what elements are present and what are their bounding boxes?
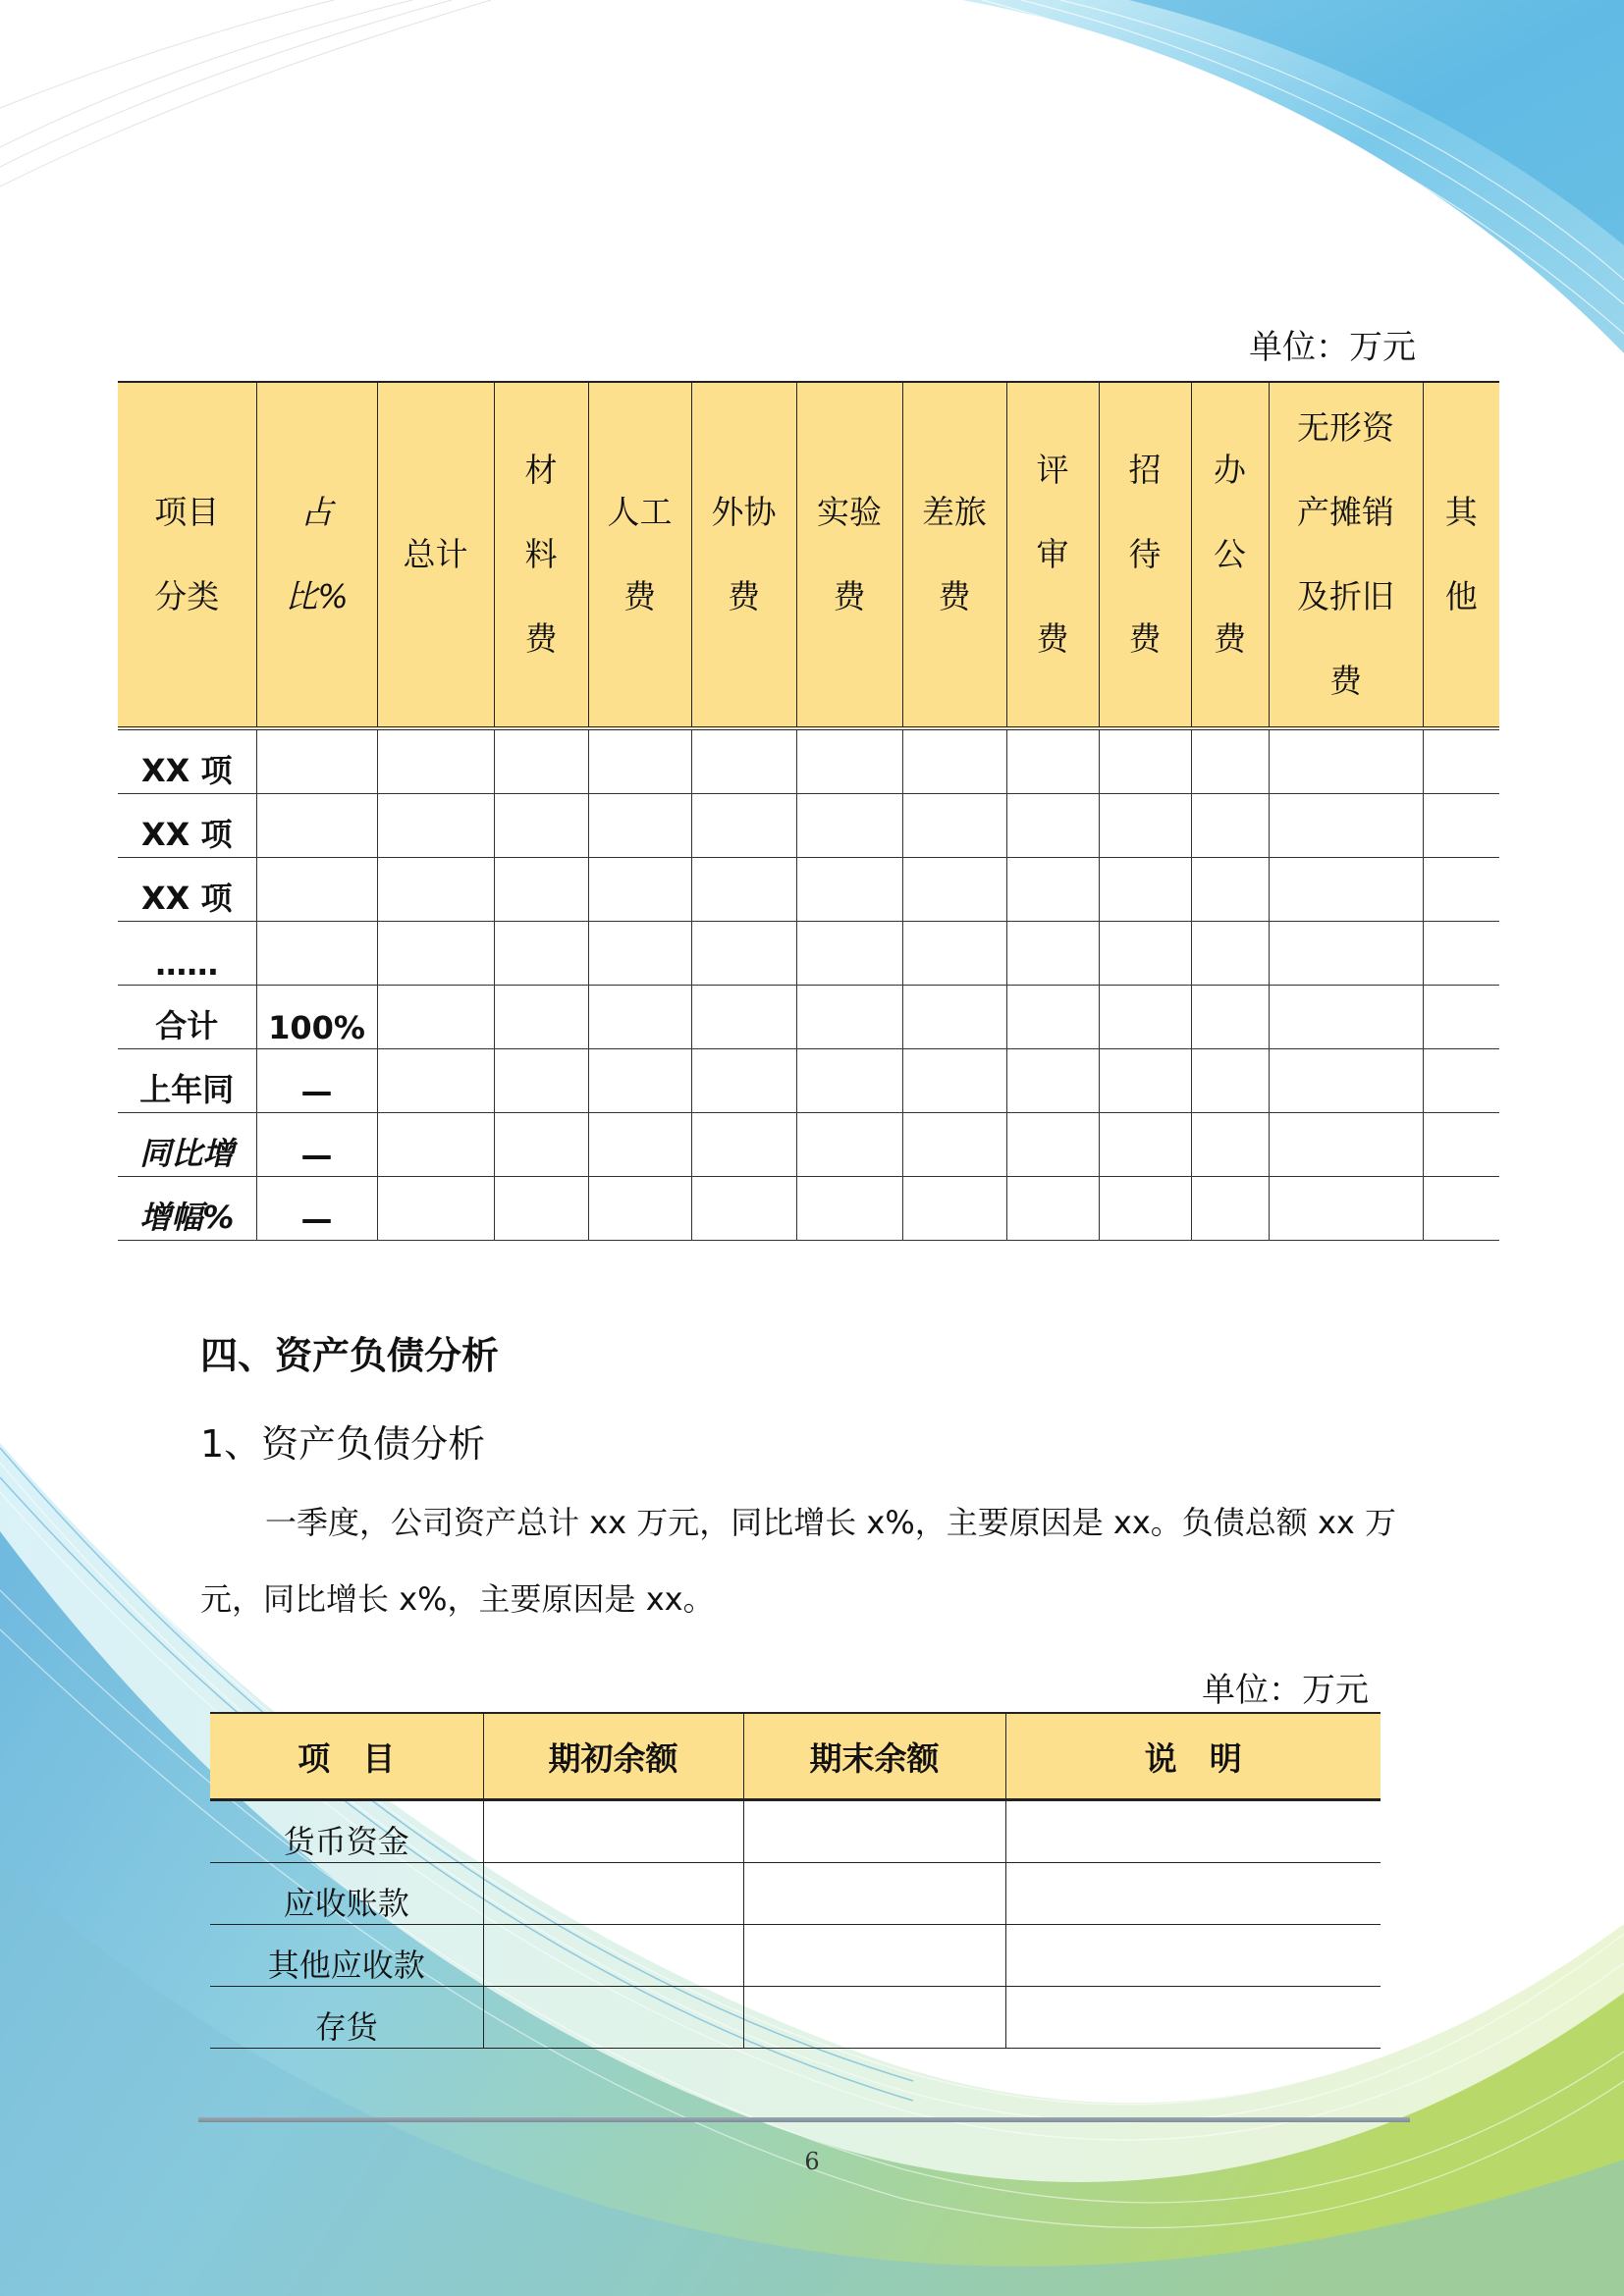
value-cell xyxy=(691,858,796,922)
header-line: 料 xyxy=(524,535,558,573)
value-cell xyxy=(691,922,796,986)
value-cell xyxy=(588,1177,691,1241)
header-line: 费 xyxy=(1329,662,1362,700)
table-row xyxy=(118,794,1499,858)
row-label: …… xyxy=(118,922,256,986)
value-cell xyxy=(902,922,1006,986)
expense-col-header xyxy=(118,382,256,728)
row-label: 其他应收款 xyxy=(210,1925,483,1987)
expense-col-header xyxy=(1006,382,1099,728)
header-line: 产摊销 xyxy=(1297,493,1394,531)
value-cell xyxy=(691,794,796,858)
value-cell xyxy=(691,1177,796,1241)
value-cell xyxy=(1006,1113,1099,1177)
value-cell xyxy=(483,1925,743,1987)
value-cell xyxy=(796,986,902,1049)
header-line: 总计 xyxy=(403,535,468,573)
value-cell xyxy=(1269,794,1423,858)
value-cell xyxy=(1269,986,1423,1049)
table-row xyxy=(118,1113,1499,1177)
value-cell xyxy=(588,986,691,1049)
table-row xyxy=(210,1987,1380,2049)
header-line: 费 xyxy=(728,577,760,615)
header-line: 差旅 xyxy=(922,493,987,531)
value-cell xyxy=(1191,986,1269,1049)
share-cell: — xyxy=(256,1049,377,1113)
share-cell: — xyxy=(256,1113,377,1177)
value-cell xyxy=(377,728,494,794)
header-line: 材 xyxy=(524,451,558,489)
balance-table xyxy=(210,1712,1380,2049)
header-line: 办 xyxy=(1214,451,1246,489)
row-label: 应收账款 xyxy=(210,1863,483,1925)
value-cell xyxy=(1099,1113,1191,1177)
value-cell xyxy=(1423,1177,1499,1241)
header-line: 他 xyxy=(1444,577,1478,615)
header-line: 比% xyxy=(285,577,349,615)
value-cell xyxy=(377,986,494,1049)
header-line: 人工 xyxy=(607,493,673,531)
value-cell xyxy=(494,1113,588,1177)
balance-col-header: 期初余额 xyxy=(483,1713,743,1800)
value-cell xyxy=(494,1177,588,1241)
header-line: 费 xyxy=(938,577,971,615)
share-cell xyxy=(256,922,377,986)
table-row xyxy=(210,1800,1380,1863)
header-line: 无形资 xyxy=(1297,408,1394,447)
row-label: 同比增 xyxy=(118,1113,256,1177)
value-cell xyxy=(494,986,588,1049)
value-cell xyxy=(1269,858,1423,922)
value-cell xyxy=(1005,1987,1380,2049)
header-line: 外协 xyxy=(711,493,777,531)
value-cell xyxy=(796,922,902,986)
value-cell xyxy=(588,794,691,858)
value-cell xyxy=(1269,1177,1423,1241)
header-line: 费 xyxy=(524,619,558,658)
header-line: 费 xyxy=(1036,619,1069,658)
header-line: 费 xyxy=(833,577,866,615)
header-line: 占 xyxy=(300,493,333,531)
table-row xyxy=(118,858,1499,922)
value-cell xyxy=(796,1049,902,1113)
value-cell xyxy=(1099,1177,1191,1241)
balance-col-header: 说 明 xyxy=(1005,1713,1380,1800)
unit-label: 单位：万元 xyxy=(1202,1671,1369,1710)
value-cell xyxy=(1099,858,1191,922)
row-label: 存货 xyxy=(210,1987,483,2049)
value-cell xyxy=(1191,794,1269,858)
table-row xyxy=(118,728,1499,794)
value-cell xyxy=(377,794,494,858)
header-line: 费 xyxy=(1128,619,1162,658)
value-cell xyxy=(902,728,1006,794)
value-cell xyxy=(743,1800,1005,1863)
value-cell xyxy=(1269,1049,1423,1113)
table-row xyxy=(210,1925,1380,1987)
value-cell xyxy=(377,1049,494,1113)
footer-divider xyxy=(198,2117,1410,2122)
header-line: 实验 xyxy=(817,493,882,531)
expense-col-header xyxy=(1099,382,1191,728)
value-cell xyxy=(1423,794,1499,858)
value-cell xyxy=(1423,1113,1499,1177)
expense-col-header xyxy=(1191,382,1269,728)
balance-table-header-row xyxy=(210,1713,1380,1800)
value-cell xyxy=(691,986,796,1049)
share-cell xyxy=(256,794,377,858)
value-cell xyxy=(494,922,588,986)
value-cell xyxy=(377,922,494,986)
value-cell xyxy=(902,1113,1006,1177)
value-cell xyxy=(1006,986,1099,1049)
subsection-title: 1、资产负债分析 xyxy=(200,1422,486,1466)
table-row xyxy=(118,1177,1499,1241)
value-cell xyxy=(1191,728,1269,794)
expense-col-header xyxy=(1269,382,1423,728)
value-cell xyxy=(588,1113,691,1177)
table-row xyxy=(210,1863,1380,1925)
value-cell xyxy=(483,1800,743,1863)
value-cell xyxy=(1269,922,1423,986)
value-cell xyxy=(377,1113,494,1177)
value-cell xyxy=(588,728,691,794)
value-cell xyxy=(588,922,691,986)
value-cell xyxy=(743,1925,1005,1987)
value-cell xyxy=(494,858,588,922)
unit-label: 单位：万元 xyxy=(1249,328,1416,367)
balance-col-header: 项 目 xyxy=(210,1713,483,1800)
value-cell xyxy=(1006,1049,1099,1113)
value-cell xyxy=(1191,858,1269,922)
value-cell xyxy=(1005,1863,1380,1925)
header-line: 及折旧 xyxy=(1297,577,1394,615)
section-title: 四、资产负债分析 xyxy=(200,1334,500,1377)
row-label: XX 项 xyxy=(118,794,256,858)
value-cell xyxy=(1423,728,1499,794)
value-cell xyxy=(377,858,494,922)
header-line: 评 xyxy=(1036,451,1069,489)
value-cell xyxy=(1099,922,1191,986)
table-row xyxy=(118,922,1499,986)
value-cell xyxy=(1006,858,1099,922)
value-cell xyxy=(902,1049,1006,1113)
value-cell xyxy=(1191,1113,1269,1177)
expense-table-header-row xyxy=(118,382,1499,728)
value-cell xyxy=(743,1987,1005,2049)
value-cell xyxy=(1006,922,1099,986)
value-cell xyxy=(796,1177,902,1241)
table-row xyxy=(118,986,1499,1049)
balance-col-header: 期末余额 xyxy=(743,1713,1005,1800)
row-label: XX 项 xyxy=(118,728,256,794)
header-line: 项目 xyxy=(154,493,220,531)
expense-col-header xyxy=(377,382,494,728)
value-cell xyxy=(902,1177,1006,1241)
header-line: 其 xyxy=(1444,493,1478,531)
row-label: 增幅% xyxy=(118,1177,256,1241)
value-cell xyxy=(691,728,796,794)
value-cell xyxy=(494,728,588,794)
value-cell xyxy=(1191,1049,1269,1113)
value-cell xyxy=(1099,1049,1191,1113)
value-cell xyxy=(1006,728,1099,794)
value-cell xyxy=(494,794,588,858)
value-cell xyxy=(588,1049,691,1113)
value-cell xyxy=(796,728,902,794)
value-cell xyxy=(1005,1925,1380,1987)
header-line: 公 xyxy=(1214,535,1246,573)
share-cell: — xyxy=(256,1177,377,1241)
value-cell xyxy=(902,794,1006,858)
value-cell xyxy=(796,794,902,858)
value-cell xyxy=(902,858,1006,922)
expense-col-header xyxy=(796,382,902,728)
page-number: 6 xyxy=(804,2148,820,2175)
value-cell xyxy=(377,1177,494,1241)
share-cell xyxy=(256,728,377,794)
value-cell xyxy=(1423,986,1499,1049)
share-cell xyxy=(256,858,377,922)
expense-table xyxy=(118,381,1499,1241)
value-cell xyxy=(1423,858,1499,922)
value-cell xyxy=(902,986,1006,1049)
expense-col-header xyxy=(588,382,691,728)
value-cell xyxy=(796,1113,902,1177)
expense-col-header xyxy=(494,382,588,728)
share-cell: 100% xyxy=(256,986,377,1049)
value-cell xyxy=(1269,728,1423,794)
row-label: 上年同 xyxy=(118,1049,256,1113)
value-cell xyxy=(1006,794,1099,858)
expense-col-header xyxy=(1423,382,1499,728)
value-cell xyxy=(1099,728,1191,794)
value-cell xyxy=(1099,986,1191,1049)
value-cell xyxy=(1099,794,1191,858)
header-line: 分类 xyxy=(154,577,220,615)
value-cell xyxy=(1006,1177,1099,1241)
value-cell xyxy=(743,1863,1005,1925)
value-cell xyxy=(691,1049,796,1113)
value-cell xyxy=(483,1863,743,1925)
header-line: 费 xyxy=(623,577,656,615)
value-cell xyxy=(796,858,902,922)
header-line: 费 xyxy=(1214,619,1246,658)
value-cell xyxy=(1191,1177,1269,1241)
expense-col-header xyxy=(256,382,377,728)
analysis-paragraph: 一季度，公司资产总计 xx 万元，同比增长 x%，主要原因是 xx。负债总额 xx 万元，同比增长 x%，主要原因是 xx。 xyxy=(200,1504,1397,1618)
value-cell xyxy=(494,1049,588,1113)
expense-col-header xyxy=(691,382,796,728)
value-cell xyxy=(1423,1049,1499,1113)
value-cell xyxy=(588,858,691,922)
value-cell xyxy=(691,1113,796,1177)
row-label: XX 项 xyxy=(118,858,256,922)
header-line: 招 xyxy=(1128,451,1162,489)
table-row xyxy=(118,1049,1499,1113)
row-label: 合计 xyxy=(118,986,256,1049)
value-cell xyxy=(483,1987,743,2049)
header-line: 审 xyxy=(1036,535,1069,573)
value-cell xyxy=(1423,922,1499,986)
row-label: 货币资金 xyxy=(210,1800,483,1863)
expense-col-header xyxy=(902,382,1006,728)
value-cell xyxy=(1191,922,1269,986)
value-cell xyxy=(1269,1113,1423,1177)
value-cell xyxy=(1005,1800,1380,1863)
header-line: 待 xyxy=(1128,535,1162,573)
